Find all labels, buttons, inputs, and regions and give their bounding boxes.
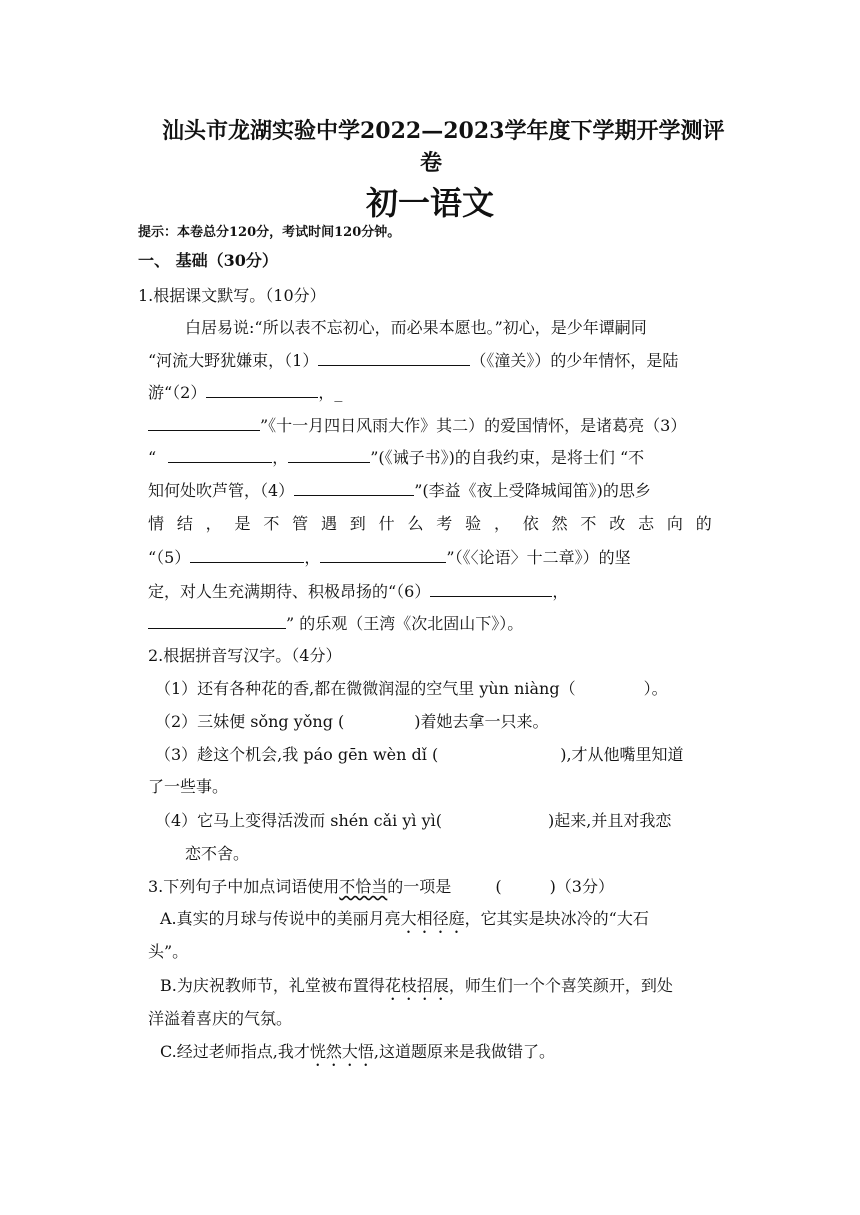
- answer-blank-6a[interactable]: [430, 580, 552, 597]
- emphasized-text: 不恰当: [339, 877, 388, 896]
- q1-line: [148, 580, 568, 603]
- justified-char: 什: [378, 514, 395, 533]
- text: “河流大野犹嫌束，（1）: [148, 351, 319, 370]
- answer-blank-5a[interactable]: [190, 546, 304, 563]
- text: )着她去拿一只来。: [414, 712, 549, 731]
- text: ” 的乐观（王湾《次北固山下》）。: [286, 614, 524, 633]
- answer-blank-2a[interactable]: [206, 381, 318, 398]
- answer-blank[interactable]: [502, 876, 550, 892]
- justified-char: 验: [465, 514, 482, 533]
- text: 的一项是: [387, 877, 452, 896]
- text: （1）还有各种花的香,都在微微润湿的空气里 yùn niàng（: [155, 679, 576, 698]
- q1-line: [148, 479, 651, 502]
- justified-char: ，: [205, 514, 222, 533]
- q1-line: [148, 349, 678, 372]
- answer-blank-4[interactable]: [294, 479, 414, 496]
- justified-char: 结: [176, 514, 193, 533]
- text: ,这道题原来是我做错了。: [373, 1042, 555, 1061]
- text: )（3分）: [549, 877, 614, 896]
- text: ，它其实是块冰冷的“大石: [464, 909, 649, 928]
- answer-blank-3b[interactable]: [288, 446, 370, 463]
- justified-char: 然: [551, 514, 568, 533]
- text: ”(李益《夜上受降城闻笛》)的思乡: [414, 481, 651, 500]
- text: ”（《〈论语〉十二章》）的坚: [446, 548, 631, 567]
- answer-blank[interactable]: [442, 810, 548, 826]
- answer-blank-6b[interactable]: [148, 612, 286, 629]
- text: ”《十一月四日风雨大作》其二）的爱国情怀，是诸葛亮（3）: [260, 416, 687, 435]
- q1-heading: 1.根据课文默写。（10分）: [138, 286, 326, 305]
- answer-blank-2b[interactable]: [148, 414, 260, 431]
- q2-item-4: [155, 810, 671, 832]
- text: （3）趁这个机会,我 páo gēn wèn dǐ (: [155, 745, 439, 764]
- q3-option-a-cont: 头”。: [148, 942, 189, 961]
- text: （4）它马上变得活泼而 shén cǎi yì yì(: [155, 811, 442, 830]
- q2-item-4-cont: 恋不舍。: [185, 844, 250, 863]
- q1-line: [148, 546, 631, 569]
- exam-subject: 初一语文: [366, 184, 495, 222]
- q1-line-justified: [148, 513, 712, 535]
- answer-blank-3a[interactable]: [168, 446, 272, 463]
- text: ，_: [318, 383, 343, 402]
- dotted-phrase: 花枝招展: [384, 976, 449, 995]
- q2-item-2: [155, 711, 549, 733]
- justified-char: 遇: [320, 514, 337, 533]
- q3-option-b-cont: 洋溢着喜庆的气氛。: [148, 1009, 293, 1028]
- section-heading: 一、 基础（30分）: [138, 251, 278, 270]
- text: ，: [552, 582, 569, 601]
- justified-char: 是: [234, 514, 251, 533]
- justified-char: 管: [292, 514, 309, 533]
- exam-title-line2: 卷: [420, 150, 443, 176]
- text: ),才从他嘴里知道: [560, 745, 684, 764]
- q3-heading: [148, 876, 614, 898]
- q3-option-c[interactable]: [160, 1041, 555, 1070]
- exam-notice: 提示：本卷总分120分，考试时间120分钟。: [138, 225, 401, 240]
- text: ）。: [643, 679, 668, 698]
- q3-option-a[interactable]: [160, 908, 649, 937]
- text: “: [148, 448, 157, 467]
- justified-char: 不: [580, 514, 597, 533]
- justified-char: 向: [666, 514, 683, 533]
- text: 3.下列句子中加点词语使用: [148, 877, 340, 896]
- answer-blank-5b[interactable]: [320, 546, 446, 563]
- q1-line: [148, 381, 342, 404]
- text: ”(《诫子书》)的自我约束，是将士们 “不: [370, 448, 645, 467]
- text: 知何处吹芦管，（4）: [148, 481, 295, 500]
- answer-blank[interactable]: [344, 711, 414, 727]
- q1-line: [148, 414, 686, 437]
- text: B.为庆祝教师节，礼堂被布置得: [160, 976, 385, 995]
- exam-title-line1: 汕头市龙湖实验中学2022—2023学年度下学期开学测评: [162, 118, 725, 144]
- q2-item-3-cont: 了一些事。: [148, 777, 229, 796]
- justified-char: 么: [407, 514, 424, 533]
- justified-char: 依: [522, 514, 539, 533]
- q1-line: 白居易说:“所以表不忘初心，而必果本愿也。”初心，是少年谭嗣同: [185, 318, 647, 337]
- dotted-phrase: 恍然大悟: [309, 1042, 374, 1061]
- text: （《潼关》）的少年情怀，是陆: [470, 351, 679, 370]
- justified-char: 考: [436, 514, 453, 533]
- answer-blank-1[interactable]: [318, 349, 470, 366]
- text: ，: [272, 448, 289, 467]
- justified-char: ，: [493, 514, 510, 533]
- justified-char: 情: [148, 514, 165, 533]
- text: ，: [304, 548, 321, 567]
- justified-char: 的: [695, 514, 712, 533]
- text: ，师生们一个个喜笑颜开，到处: [448, 976, 673, 995]
- justified-char: 到: [349, 514, 366, 533]
- dotted-phrase: 大相径庭: [400, 909, 465, 928]
- q1-line: [148, 612, 523, 635]
- text: （2）三妹便 sǒng yǒng (: [155, 712, 345, 731]
- q2-heading: 2.根据拼音写汉字。（4分）: [148, 646, 342, 665]
- text: C.经过老师指点,我才: [160, 1042, 310, 1061]
- answer-blank[interactable]: [576, 678, 644, 694]
- justified-char: 不: [263, 514, 280, 533]
- answer-blank[interactable]: [438, 744, 560, 760]
- justified-char: 改: [609, 514, 626, 533]
- q2-item-1: [155, 678, 668, 700]
- text: (: [495, 877, 502, 896]
- text: )起来,并且对我恋: [548, 811, 672, 830]
- justified-char: 志: [638, 514, 655, 533]
- text: 定，对人生充满期待、积极昂扬的“（6）: [148, 582, 431, 601]
- text: A.真实的月球与传说中的美丽月亮: [160, 909, 401, 928]
- q1-line: [148, 446, 644, 469]
- q3-option-b[interactable]: [160, 975, 673, 1004]
- q2-item-3: [155, 744, 684, 766]
- text: 游“（2）: [148, 383, 207, 402]
- text: “（5）: [148, 548, 191, 567]
